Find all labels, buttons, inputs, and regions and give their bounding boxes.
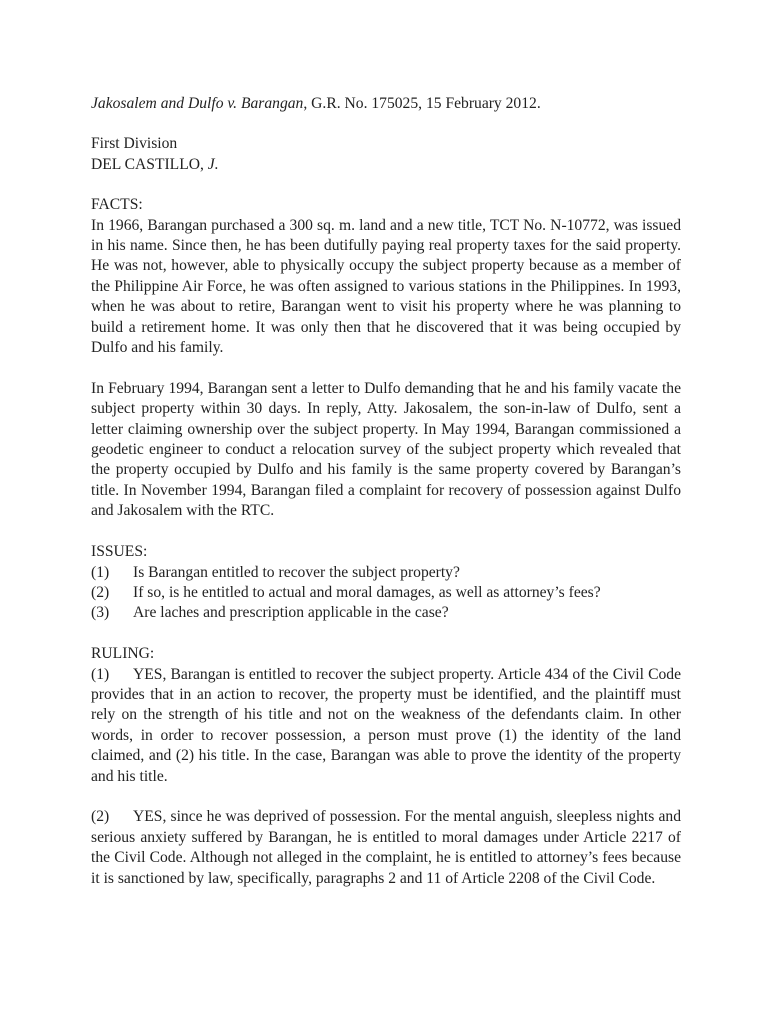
issue-text: If so, is he entitled to actual and moral damages, as well as attorney’s fees? [133,583,601,601]
issue-text: Are laches and prescription applicable in the case? [133,604,449,622]
facts-paragraph-2: In February 1994, Barangan sent a letter to Dulfo demanding that he and his family vacate the subject property within 30 days. In reply, Atty. Jakosalem, the son-in-law of Dulfo, sent a letter claiming ownership over the subject property. In May 1994, Barangan commissioned a geodetic engineer to conduct a relocation survey of the subject property which revealed that the property occupied by Dulfo and his family is the same property covered by Barangan’s title. In November 1994, Barangan filed a complaint for recovery of possession against Dulfo and Jakosalem with the RTC. [91,379,681,520]
issue-number: (2) [91,583,110,601]
case-name: Jakosalem and Dulfo v. Barangan [91,95,304,112]
ruling-text: YES, Barangan is entitled to recover the subject property. Article 434 of the Civil Code provides that in an action to recover, the property must be identified, and the plaintiff must rely on the strength of his title and not on the weakness of the defendants claim. In other words, in order to recover possession, a person must prove (1) the identity of the land claimed, and (2) his title. In the case, Barangan was able to prove the identity of the property and his title. [91,665,681,785]
ruling-number: (1) [91,665,110,683]
issue-item [91,583,681,603]
case-title [91,94,681,114]
issue-item [91,563,681,583]
issue-text: Is Barangan entitled to recover the subject property? [133,563,460,581]
ponente-suffix: J. [207,155,219,173]
ruling-number: (2) [91,808,110,826]
ponente-name: DEL CASTILLO, [91,155,208,173]
court-division: First Division [91,135,178,153]
issue-item [91,603,681,623]
ruling-paragraph [91,807,681,889]
issue-number: (3) [91,604,110,622]
ruling-paragraph [91,665,681,787]
issue-number: (1) [91,563,110,581]
facts-paragraph-1: In 1966, Barangan purchased a 300 sq. m. land and a new title, TCT No. N-10772, was issued in his name. Since then, he has been dutifully paying real property taxes for the said property. He was not, however, able to physically occupy the subject property because as a member of the Philippine Air Force, he was often assigned to various stations in the Philippines. In 1993, when he was about to retire, Barangan went to visit his property where he was planning to build a retirement home. It was only then that he discovered that it was being occupied by Dulfo and his family. [91,216,681,357]
case-digest-page [91,94,681,889]
issues-heading: ISSUES: [91,543,148,561]
ruling-heading: RULING: [91,645,155,663]
case-citation: , G.R. No. 175025, 15 February 2012. [303,95,541,112]
ponente [91,155,681,175]
ruling-text: YES, since he was deprived of possession. For the mental anguish, sleepless nights and serious anxiety suffered by Barangan, he is entitled to moral damages under Article 2217 of the Civil Code. Although not alleged in the complaint, he is entitled to attorney’s fees because it is sanctioned by law, specifically, paragraphs 2 and 11 of Article 2208 of the Civil Code. [91,808,681,887]
facts-heading: FACTS: [91,196,143,214]
